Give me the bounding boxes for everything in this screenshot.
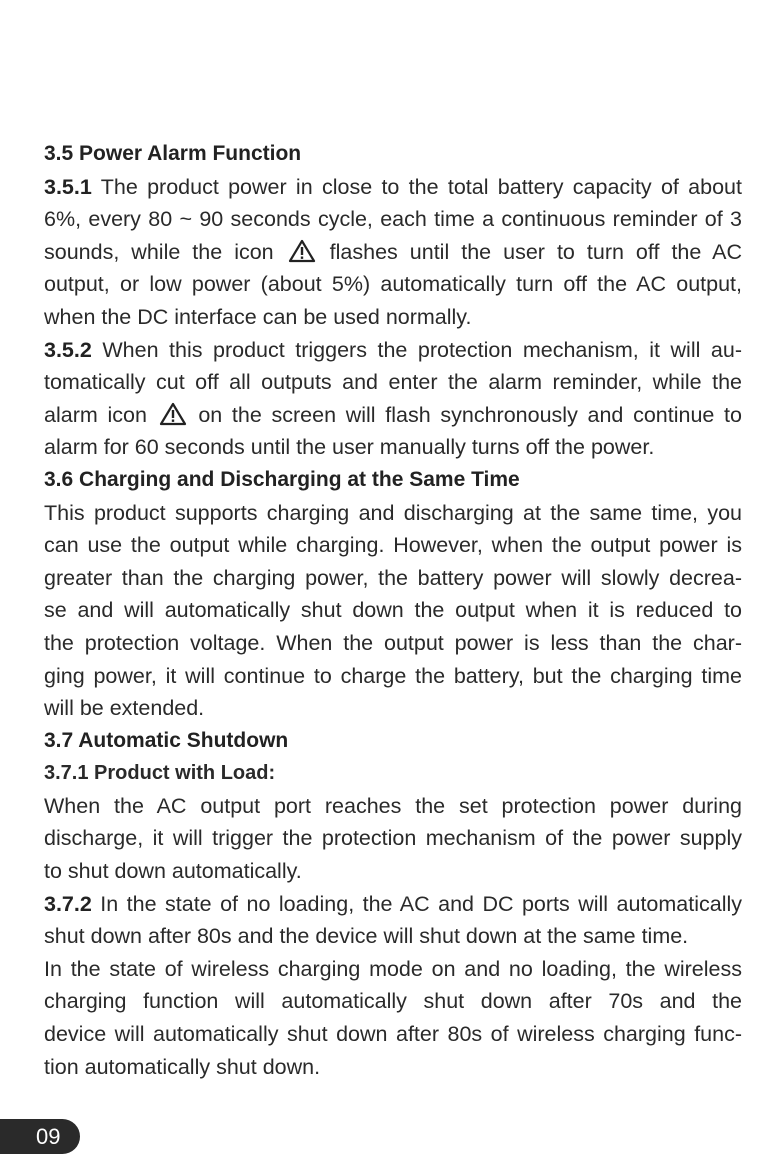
warning-triangle-icon bbox=[159, 402, 187, 426]
text-line: tion automatically shut down. bbox=[44, 1054, 321, 1079]
text-span: flashes until the user to turn off the AC bbox=[329, 239, 742, 264]
text-line: When the AC output port reaches the set protection power during bbox=[44, 793, 742, 818]
text-line: This product supports charging and discharging at the same time, you bbox=[44, 500, 742, 525]
text-line bbox=[44, 236, 742, 269]
text-line bbox=[44, 888, 742, 921]
text-line: In the state of wireless charging mode on and no loading, the wireless bbox=[44, 956, 742, 981]
text-line: can use the output while charging. However, when the output power is bbox=[44, 533, 742, 558]
text-line: output, or low power (about 5%) automatically turn off the AC output, bbox=[44, 272, 742, 297]
subsection-heading-3-7-1: 3.7.1 Product with Load: bbox=[44, 762, 276, 785]
clause-number: 3.5.2 bbox=[44, 337, 92, 362]
text-line bbox=[44, 399, 742, 432]
text-line bbox=[44, 334, 742, 367]
text-span: alarm icon bbox=[44, 402, 147, 427]
text-span: When this product triggers the protection mechanism, it will au- bbox=[102, 337, 742, 362]
clause-number: 3.5.1 bbox=[44, 174, 92, 199]
section-heading-3-7: 3.7 Automatic Shutdown bbox=[44, 728, 289, 752]
text-span: The product power in close to the total battery capacity of about bbox=[100, 174, 742, 199]
text-line: when the DC interface can be used normally. bbox=[44, 304, 472, 329]
text-span: sounds, while the icon bbox=[44, 239, 274, 264]
text-span: In the state of no loading, the AC and DC ports will automatically bbox=[100, 891, 742, 916]
text-line: 6%, every 80 ~ 90 seconds cycle, each time a continuous reminder of 3 bbox=[44, 207, 742, 232]
text-line: ging power, it will continue to charge the battery, but the charging time bbox=[44, 663, 742, 688]
text-line: se and will automatically shut down the output when it is reduced to bbox=[44, 598, 742, 623]
text-line: discharge, it will trigger the protection mechanism of the power supply bbox=[44, 826, 742, 851]
text-line bbox=[44, 171, 742, 204]
text-line: charging function will automatically shut down after 70s and the bbox=[44, 989, 742, 1014]
text-line: to shut down automatically. bbox=[44, 859, 302, 884]
text-line: shut down after 80s and the device will shut down at the same time. bbox=[44, 924, 689, 949]
text-line: device will automatically shut down after 80s of wireless charging func- bbox=[44, 1022, 742, 1047]
page-number: 09 bbox=[36, 1124, 61, 1149]
text-line: the protection voltage. When the output power is less than the char- bbox=[44, 630, 742, 655]
section-heading-3-5: 3.5 Power Alarm Function bbox=[44, 142, 302, 165]
text-line: will be extended. bbox=[44, 696, 205, 721]
warning-triangle-icon bbox=[288, 239, 316, 263]
page-number-tab bbox=[0, 1119, 80, 1154]
section-heading-3-6: 3.6 Charging and Discharging at the Same Time bbox=[44, 467, 520, 491]
text-line: greater than the charging power, the battery power will slowly decrea- bbox=[44, 565, 742, 590]
text-span: on the screen will flash synchronously and continue to bbox=[198, 402, 742, 427]
text-line: alarm for 60 seconds until the user manually turns off the power. bbox=[44, 435, 655, 460]
text-line: tomatically cut off all outputs and enter the alarm reminder, while the bbox=[44, 370, 742, 395]
manual-page-content bbox=[44, 138, 742, 1083]
clause-number: 3.7.2 bbox=[44, 891, 92, 916]
